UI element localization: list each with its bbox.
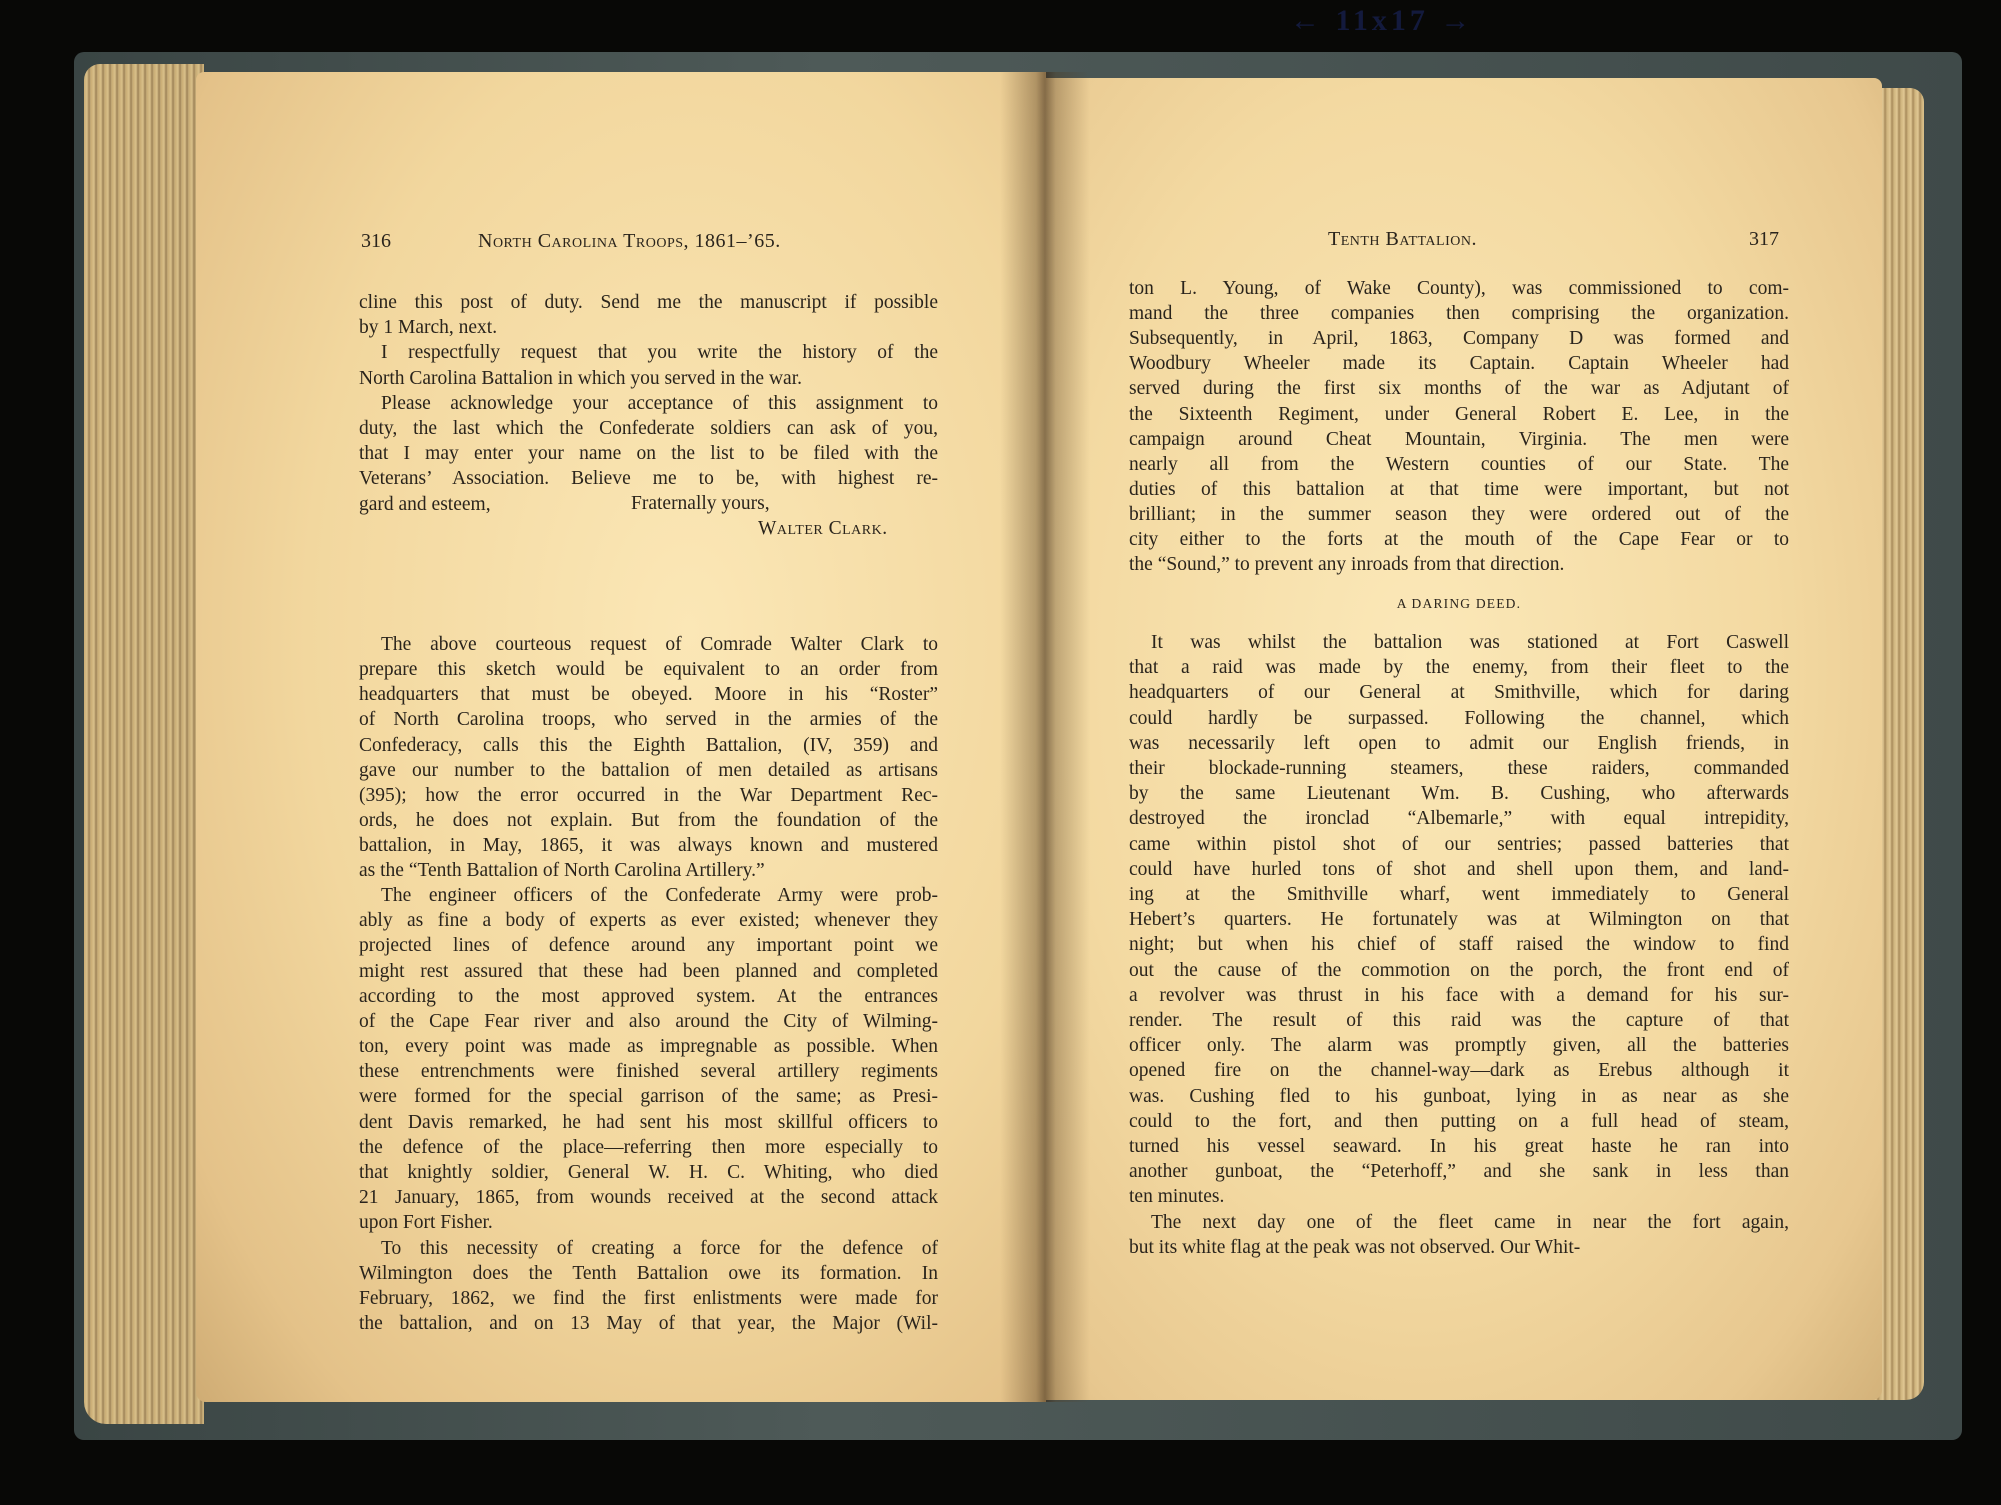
section-heading: A DARING DEED. xyxy=(1396,596,1522,611)
text-line: another gunboat, the “Peterhoff,” and she sank in less than xyxy=(1129,1161,1789,1183)
text-line: could to the fort, and then putting on a full head of steam, xyxy=(1129,1110,1789,1132)
text-line: North Carolina Battalion in which you served in the war. xyxy=(359,367,802,389)
text-line: could have hurled tons of shot and shell upon them, and land- xyxy=(1129,858,1789,880)
text-line: February, 1862, we find the first enlistments were made for xyxy=(359,1287,938,1309)
text-line: battalion, in May, 1865, it was always known and mustered xyxy=(359,835,938,857)
left-page xyxy=(196,72,1046,1402)
text-line: might rest assured that these had been planned and completed xyxy=(359,960,938,982)
text-line: The above courteous request of Comrade Walter Clark to xyxy=(381,634,938,655)
text-line: according to the most approved system. At the entrances xyxy=(359,985,938,1007)
text-line: gave our number to the battalion of men detailed as artisans xyxy=(359,759,938,781)
signature: Walter Clark. xyxy=(758,518,888,539)
text-line: ably as fine a body of experts as ever existed; whenever they xyxy=(359,910,938,932)
text-line: Wilmington does the Tenth Battalion owe its formation. In xyxy=(359,1262,938,1284)
text-line: The next day one of the fleet came in near the fort again, xyxy=(1151,1211,1789,1233)
text-line: Please acknowledge your acceptance of this assignment to xyxy=(381,392,938,414)
text-line: nearly all from the Western counties of our State. The xyxy=(1129,453,1789,475)
text-line: campaign around Cheat Mountain, Virginia. The men were xyxy=(1129,428,1789,450)
text-line: of the Cape Fear river and also around the City of Wilming- xyxy=(359,1010,938,1032)
text-line: served during the first six months of the war as Adjutant of xyxy=(1129,378,1789,400)
text-line: projected lines of defence around any important point we xyxy=(359,935,938,957)
scale-stamp: ← 11x17 → xyxy=(1290,4,1475,37)
text-line: brilliant; in the summer season they were ordered out of the xyxy=(1129,503,1789,525)
text-line: were formed for the special garrison of the same; as Presi- xyxy=(359,1086,938,1108)
text-line: headquarters that must be obeyed. Moore in his “Roster” xyxy=(359,684,938,706)
text-line: ton L. Young, of Wake County), was commissioned to com- xyxy=(1129,278,1789,299)
text-line: as the “Tenth Battalion of North Carolina Artillery.” xyxy=(359,860,765,882)
text-line: gard and esteem, xyxy=(359,493,491,515)
text-line: render. The result of this raid was the capture of that xyxy=(1129,1010,1789,1031)
text-line: dent Davis remarked, he had sent his most skillful officers to xyxy=(359,1111,938,1133)
text-line: the Sixteenth Regiment, under General Robert E. Lee, in the xyxy=(1129,403,1789,425)
text-line: Subsequently, in April, 1863, Company D was formed and xyxy=(1129,328,1789,350)
closing-line: Fraternally yours, xyxy=(631,493,770,514)
text-line: a revolver was thrust in his face with a demand for his sur- xyxy=(1129,984,1789,1006)
text-line: the defence of the place—referring then more especially to xyxy=(359,1136,938,1158)
text-line: Confederacy, calls this the Eighth Battalion, (IV, 359) and xyxy=(359,734,938,756)
left-running-head: North Carolina Troops, 1861–’65. xyxy=(478,230,781,252)
text-line: Woodbury Wheeler made its Captain. Captain Wheeler had xyxy=(1129,353,1789,375)
text-line: To this necessity of creating a force for the defence of xyxy=(381,1237,938,1259)
text-line: duties of this battalion at that time were important, but not xyxy=(1129,478,1789,500)
text-line: prepare this sketch would be equivalent to an order from xyxy=(359,659,938,681)
text-line: 21 January, 1865, from wounds received at the second attack xyxy=(359,1187,938,1209)
text-line: that I may enter your name on the list to be filed with the xyxy=(359,443,938,465)
text-line: was necessarily left open to admit our English friends, in xyxy=(1129,732,1789,754)
text-line: could hardly be surpassed. Following the channel, which xyxy=(1129,707,1789,729)
text-line: by the same Lieutenant Wm. B. Cushing, who afterwards xyxy=(1129,783,1789,805)
text-line: duty, the last which the Confederate soldiers can ask of you, xyxy=(359,418,938,439)
right-page-number: 317 xyxy=(1749,228,1779,250)
right-page xyxy=(1040,78,1882,1400)
text-line: ords, he does not explain. But from the foundation of the xyxy=(359,810,938,832)
text-line: opened fire on the channel-way—dark as Erebus although it xyxy=(1129,1060,1789,1082)
text-line: that a raid was made by the enemy, from their fleet to the xyxy=(1129,657,1789,679)
text-line: these entrenchments were finished several artillery regiments xyxy=(359,1061,938,1083)
text-line: cline this post of duty. Send me the manuscript if possible xyxy=(359,292,938,313)
text-line: out the cause of the commotion on the porch, the front end of xyxy=(1129,959,1789,981)
text-line: The engineer officers of the Confederate Army were prob- xyxy=(381,885,938,906)
text-line: of North Carolina troops, who served in the armies of the xyxy=(359,709,938,731)
text-line: ten minutes. xyxy=(1129,1186,1225,1208)
text-line: mand the three companies then comprising the organization. xyxy=(1129,303,1789,325)
text-line: the “Sound,” to prevent any inroads from that direction. xyxy=(1129,554,1565,576)
text-line: city either to the forts at the mouth of the Cape Fear or to xyxy=(1129,529,1789,550)
text-line: (395); how the error occurred in the War Department Rec- xyxy=(359,784,938,806)
text-line: It was whilst the battalion was stationed at Fort Caswell xyxy=(1151,632,1789,653)
text-line: I respectfully request that you write the history of the xyxy=(381,342,938,364)
text-line: their blockade-running steamers, these raiders, commanded xyxy=(1129,758,1789,779)
text-line: by 1 March, next. xyxy=(359,317,498,339)
text-line: the battalion, and on 13 May of that year, the Major (Wil- xyxy=(359,1313,938,1335)
text-line: night; but when his chief of staff raised the window to find xyxy=(1129,934,1789,956)
left-page-number: 316 xyxy=(361,230,391,252)
text-line: Veterans’ Association. Believe me to be, with highest re- xyxy=(359,468,938,490)
text-line: destroyed the ironclad “Albemarle,” with equal intrepidity, xyxy=(1129,808,1789,830)
left-page-edges xyxy=(84,64,204,1424)
text-line: officer only. The alarm was promptly given, all the batteries xyxy=(1129,1035,1789,1057)
right-running-head: Tenth Battalion. xyxy=(1328,228,1477,250)
text-line: upon Fort Fisher. xyxy=(359,1212,493,1234)
text-line: was. Cushing fled to his gunboat, lying in as near as she xyxy=(1129,1085,1789,1107)
text-line: headquarters of our General at Smithville, which for daring xyxy=(1129,682,1789,704)
text-line: but its white flag at the peak was not observed. Our Whit- xyxy=(1129,1236,1581,1258)
text-line: that knightly soldier, General W. H. C. Whiting, who died xyxy=(359,1161,938,1183)
text-line: turned his vessel seaward. In his great haste he ran into xyxy=(1129,1136,1789,1157)
text-line: ing at the Smithville wharf, went immediately to General xyxy=(1129,884,1789,905)
text-line: Hebert’s quarters. He fortunately was at Wilmington on that xyxy=(1129,909,1789,931)
text-line: ton, every point was made as impregnable as possible. When xyxy=(359,1036,938,1058)
text-line: came within pistol shot of our sentries; passed batteries that xyxy=(1129,833,1789,855)
